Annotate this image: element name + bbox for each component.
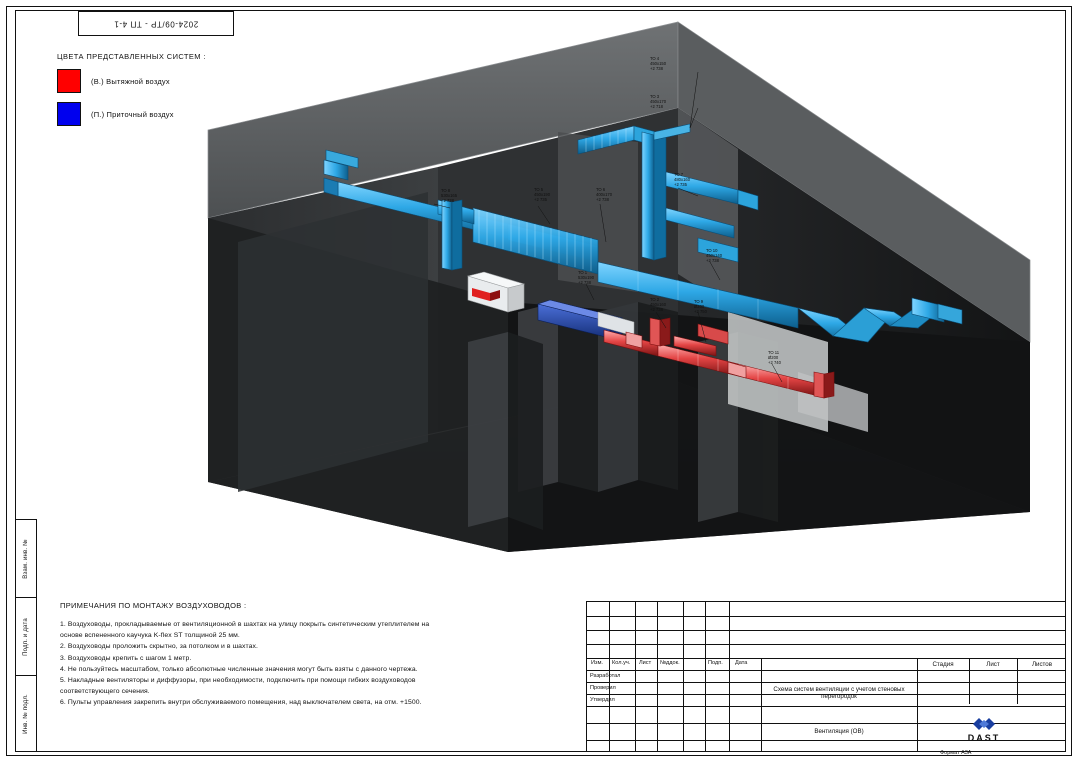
left-cell-0 xyxy=(15,519,37,597)
notes-line-5: 5. Накладные вентиляторы и диффузоры, при необходимости, подключить при помощи гибких воздуховодов xyxy=(60,677,416,685)
duct-tag-t01-id: ТО 1 xyxy=(578,270,588,275)
duct-tag-t09-elev: +2 750 xyxy=(694,309,707,315)
stamp-rev-head-3: №ддок. xyxy=(660,660,680,666)
stamp-rev-head-4: Подп. xyxy=(708,660,723,666)
duct-tag-t07-elev: +2 735 xyxy=(674,182,687,188)
stamp-right-head-2: Листов xyxy=(1031,661,1053,668)
stamp-vline-7 xyxy=(761,658,762,751)
notes-line-6: соответствующего сечения. xyxy=(60,688,150,696)
stamp-rev-head-1: Кол.уч. xyxy=(612,660,631,666)
stamp-hline-2 xyxy=(587,670,1065,671)
duct-tag-t03 xyxy=(650,94,666,110)
stamp-vline-5 xyxy=(705,602,706,751)
duct-tag-t03-id: ТО 3 xyxy=(650,94,660,99)
duct-tag-t05-size: 450х190 xyxy=(534,192,551,198)
duct-tag-t09-size: Ø200 xyxy=(694,304,705,310)
legend-label-exhaust: (В.) Вытяжной воздух xyxy=(91,76,170,86)
duct-tag-t06 xyxy=(596,187,612,203)
format-note: Формат А3А xyxy=(940,750,972,756)
stamp-hline-5 xyxy=(587,706,1065,707)
duct-tag-t01-size: 530х190 xyxy=(578,275,595,281)
notes-line-1: основе вспененного каучука K-flex ST толщиной 25 мм. xyxy=(60,632,240,640)
notes-line-2: 2. Воздуховоды проложить скрытно, за потолком и в шахтах. xyxy=(60,643,258,651)
legend-label-supply: (П.) Приточный воздух xyxy=(91,109,174,119)
stamp-right-head-0: Стадия xyxy=(932,661,954,668)
duct-tag-t05-id: ТО 5 xyxy=(534,187,544,192)
duct-tag-t010-id: ТО 10 xyxy=(706,248,718,253)
duct-tag-t06-size: 400х170 xyxy=(596,192,613,198)
stamp-rev-head-0: Изм. xyxy=(591,660,603,666)
logo-mark-icon xyxy=(971,716,997,732)
duct-tag-t06-elev: +2 738 xyxy=(596,197,609,203)
notes-line-4: 4. Не пользуйтесь масштабом, только абсолютные численные значения могут быть взяты с данного чертежа. xyxy=(60,665,418,673)
stamp-hline-3 xyxy=(587,682,1065,683)
notes-heading: ПРИМЕЧАНИЯ ПО МОНТАЖУ ВОЗДУХОВОДОВ : xyxy=(60,601,247,610)
stamp-vline-6 xyxy=(729,602,730,751)
duct-tag-t08 xyxy=(441,188,457,204)
duct-tag-t011-size: Ø200 xyxy=(768,355,779,361)
duct-tag-t06-id: ТО 6 xyxy=(596,187,606,192)
duct-tag-t05-elev: +2 735 xyxy=(534,197,547,203)
stamp-hline-0c xyxy=(587,644,1065,645)
duct-tag-t08-id: ТО 8 xyxy=(441,188,451,193)
notes-line-3: 3. Воздуховоды крепить с шагом 1 метр. xyxy=(60,654,192,662)
duct-tag-t03-elev: +2 718 xyxy=(650,104,663,110)
stamp-hline-1 xyxy=(587,658,1065,659)
stamp-vline-8 xyxy=(917,658,918,751)
duct-tag-t07-id: ТО 7 xyxy=(674,172,684,177)
left-cell-2 xyxy=(15,675,37,752)
duct-tag-t03-size: 450х170 xyxy=(650,99,667,105)
left-cell-1 xyxy=(15,597,37,675)
stamp-right-head-1: Лист xyxy=(986,661,1000,668)
duct-tag-t011 xyxy=(768,350,781,366)
duct-tag-t07-size: 480х160 xyxy=(674,177,691,183)
stamp-role-0: Разработал xyxy=(590,673,621,679)
duct-tag-t01-elev: +2 738 xyxy=(578,280,591,286)
left-cell-label-2: Инв. № подл. xyxy=(23,694,29,734)
stamp-rev-head-5: Дата xyxy=(735,660,748,666)
stamp-role-1: Проверил xyxy=(590,685,616,691)
stamp-vline-9 xyxy=(969,658,970,704)
duct-tag-t08-size: 530х165 xyxy=(441,193,458,199)
duct-tag-t05 xyxy=(534,187,550,203)
duct-tag-t04-id: ТО 4 xyxy=(650,56,660,61)
duct-tag-t02-id: ТО 2 xyxy=(650,297,660,302)
notes-line-0: 1. Воздуховоды, прокладываемые от вентиляционной в шахтах на улицу покрыть синтетическим утеплителем на xyxy=(60,621,430,628)
stamp-hline-0b xyxy=(587,630,1065,631)
duct-tag-t011-elev: +2 740 xyxy=(768,360,781,366)
stamp-role-2: Утвердил xyxy=(590,697,615,703)
duct-tag-t02 xyxy=(650,297,666,313)
duct-tag-t02-elev: +2 738 xyxy=(650,307,663,313)
duct-tag-t010-elev: +2 738 xyxy=(706,258,719,264)
stamp-vline-2 xyxy=(635,602,636,751)
legend-title: ЦВЕТА ПРЕДСТАВЛЕННЫХ СИСТЕМ : xyxy=(57,52,206,61)
stamp-hline-0 xyxy=(587,616,1065,617)
model-svg xyxy=(38,12,1066,592)
company-logo xyxy=(946,716,1022,743)
duct-tag-t010-size: 450х140 xyxy=(706,253,723,259)
notes-line-7: 6. Пульты управления закрепить внутри обслуживаемого помещения, над выключателем света, на отм. +1500. xyxy=(60,699,422,707)
logo-text: DAST xyxy=(967,733,1001,743)
duct-tag-t04-size: 450х150 xyxy=(650,61,667,67)
duct-tag-t09 xyxy=(694,299,707,315)
left-cell-label-1: Подп. и дата xyxy=(23,617,29,656)
stamp-drawing-title: Схема систем вентиляции с учетом стеновых перегородок xyxy=(773,686,905,700)
duct-tag-t04-elev: +2 738 xyxy=(650,66,663,72)
stamp-vline-10 xyxy=(1017,658,1018,704)
stamp-vline-3 xyxy=(657,602,658,751)
ventilation-3d-model xyxy=(38,12,1066,592)
duct-tag-t09-id: ТО 9 xyxy=(694,299,704,304)
duct-tag-t011-id: ТО 11 xyxy=(768,350,780,355)
installation-notes xyxy=(60,601,560,709)
stamp-vline-4 xyxy=(683,602,684,751)
duct-tag-t010 xyxy=(706,248,722,264)
stamp-object-title: Вентиляция (ОВ) xyxy=(814,728,864,735)
left-cell-label-0: Взам. инв. № xyxy=(23,538,29,579)
top-title-text: 2024-09/TP - TП 4-1 xyxy=(113,19,199,28)
stamp-rev-head-2: Лист xyxy=(639,660,652,666)
duct-tag-t02-size: 450х160 xyxy=(650,302,667,308)
left-stamp-column xyxy=(15,519,37,752)
duct-tag-t08-elev: +2 738 xyxy=(441,198,454,204)
duct-tag-t07 xyxy=(674,172,690,188)
duct-tag-t04 xyxy=(650,56,666,72)
duct-tag-t01 xyxy=(578,270,594,286)
